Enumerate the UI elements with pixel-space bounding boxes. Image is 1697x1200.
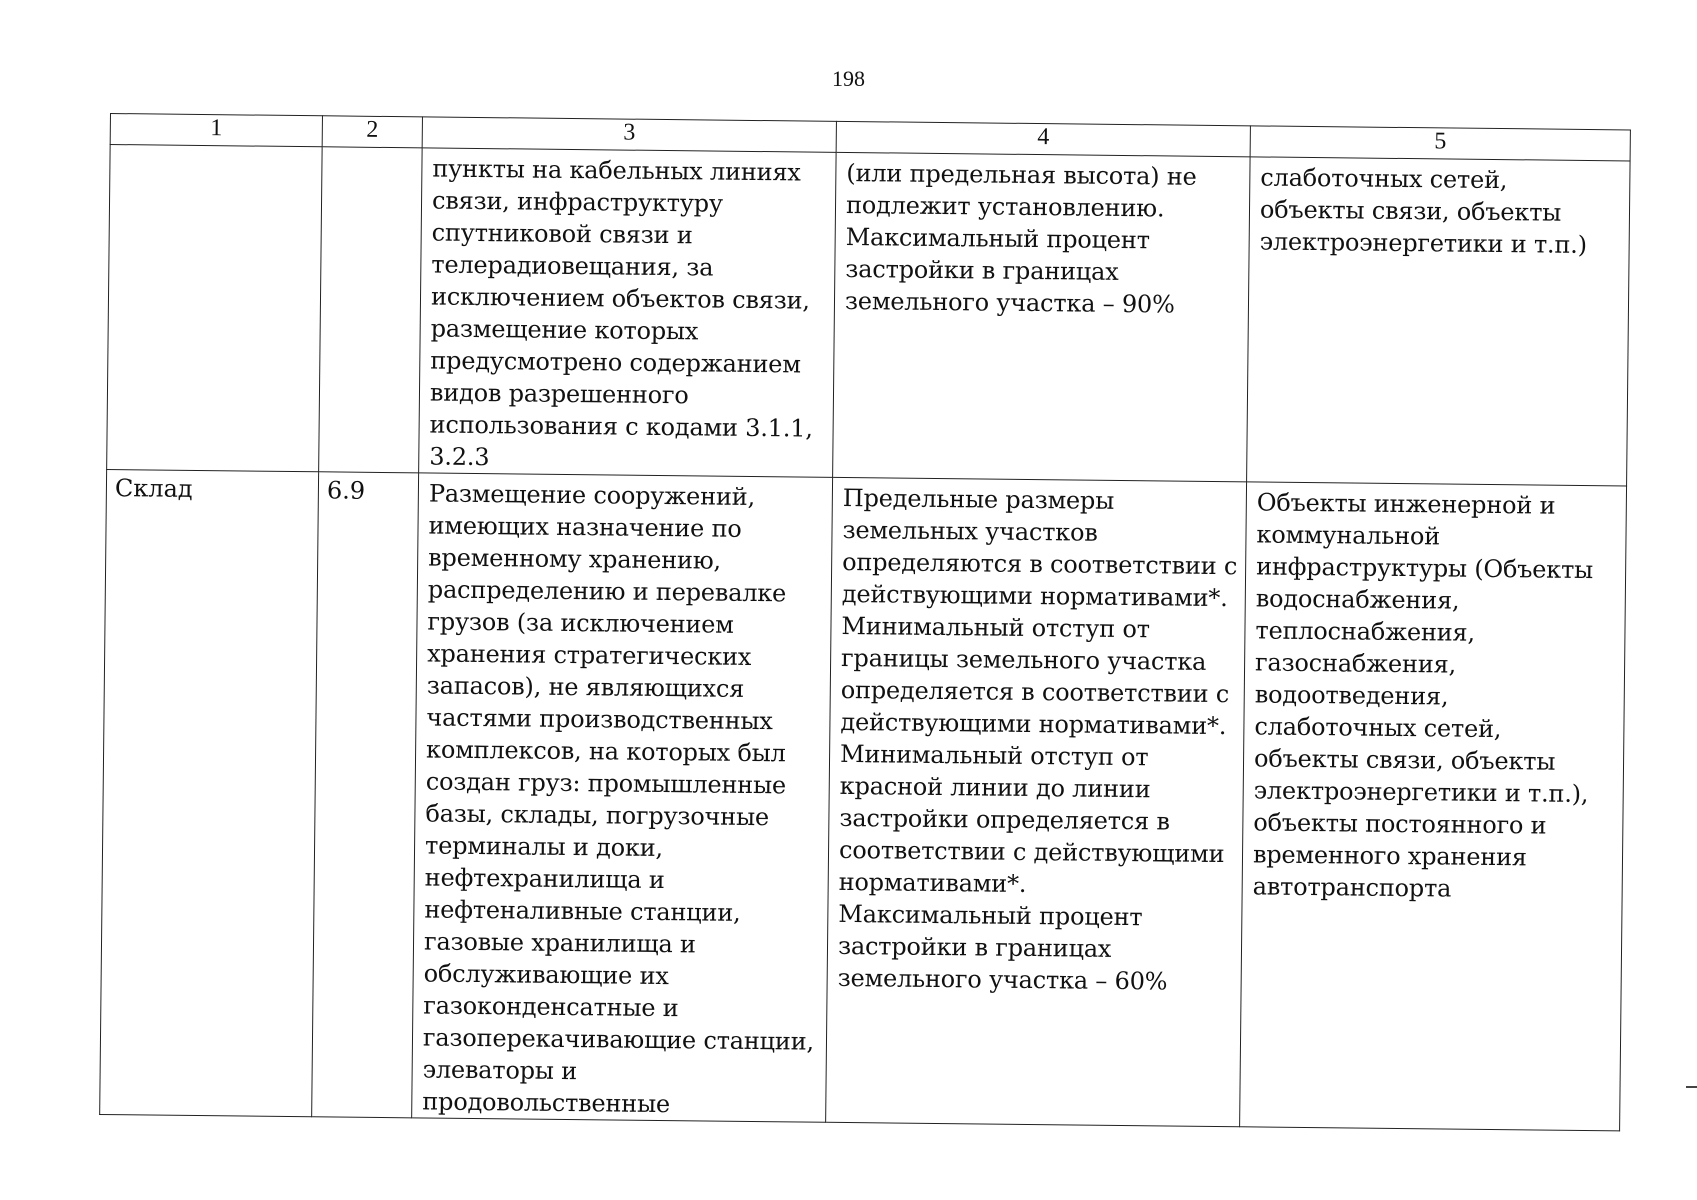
use-description: Размещение сооружений, имеющих назначение по временному хранению, распределению и перевалке грузов (за исключением хранения стратегических запасов), не являющихся частями производственных комплексов, на которых был создан груз: промышленные базы, склады, погрузочные терминалы и доки, нефтехранилища и нефтеналивные станции, газовые хранилища и обслуживающие их газоконденсатные и газоперекачивающие станции, элеваторы и продовольственные	[422, 479, 815, 1119]
accessory-uses: Объекты инженерной и коммунальной инфраструктуры (Объекты водоснабжения, теплоснабжения, газоснабжения, водоотведения, слаботочных сетей, объекты связи, объекты электроэнергетики и т.п.), объекты постоянного и временного хранения автотранспорта	[1252, 488, 1594, 903]
description-cell	[412, 473, 833, 1122]
scan-edge-mark	[1686, 1086, 1697, 1088]
column-number-2: 2	[322, 116, 422, 148]
use-name	[111, 145, 322, 149]
document-sheet	[99, 113, 1630, 1131]
use-description: пункты на кабельных линиях связи, инфраструктуру спутниковой связи и телерадиовещания, за исключением объектов связи, размещение которых предусмотрено содержанием видов разрешенного использования с кодами 3.1.1, 3.2.3	[429, 154, 813, 472]
parameters-cell	[833, 152, 1250, 481]
column-number-3: 3	[422, 117, 836, 152]
use-code: 6.9	[326, 476, 366, 505]
parameters-cell	[826, 477, 1247, 1126]
use-parameters: Предельные размеры земельных участков определяются в соответствии с действующими нормативами*. Минимальный отступ от границы земельного участка определяется в соответствии с действующими нормативами*. Минимальный отступ от красной линии до линии застройки определяется в соответствии с действующими нормативами*. Максимальный процент застройки в границах земельного участка – 60%	[837, 483, 1238, 996]
description-cell	[419, 148, 836, 477]
column-number-4: 4	[836, 121, 1250, 156]
use-code-cell	[312, 472, 419, 1118]
use-code-cell	[319, 147, 423, 473]
zoning-table	[99, 113, 1631, 1131]
table-row	[107, 145, 1630, 486]
table-row	[100, 469, 1627, 1130]
use-code	[323, 147, 422, 150]
accessory-uses: слаботочных сетей, объекты связи, объекты электроэнергетики и т.п.)	[1259, 163, 1587, 259]
column-number-1: 1	[110, 114, 322, 147]
column-number-5: 5	[1250, 126, 1630, 161]
use-parameters: (или предельная высота) не подлежит установлению. Максимальный процент застройки в границах земельного участка – 90%	[844, 158, 1197, 319]
accessory-cell	[1240, 482, 1627, 1131]
accessory-cell	[1247, 157, 1630, 486]
use-name-cell	[100, 469, 319, 1116]
use-name: Склад	[114, 474, 193, 503]
use-name-cell	[107, 145, 323, 472]
page-number: 198	[832, 66, 865, 91]
